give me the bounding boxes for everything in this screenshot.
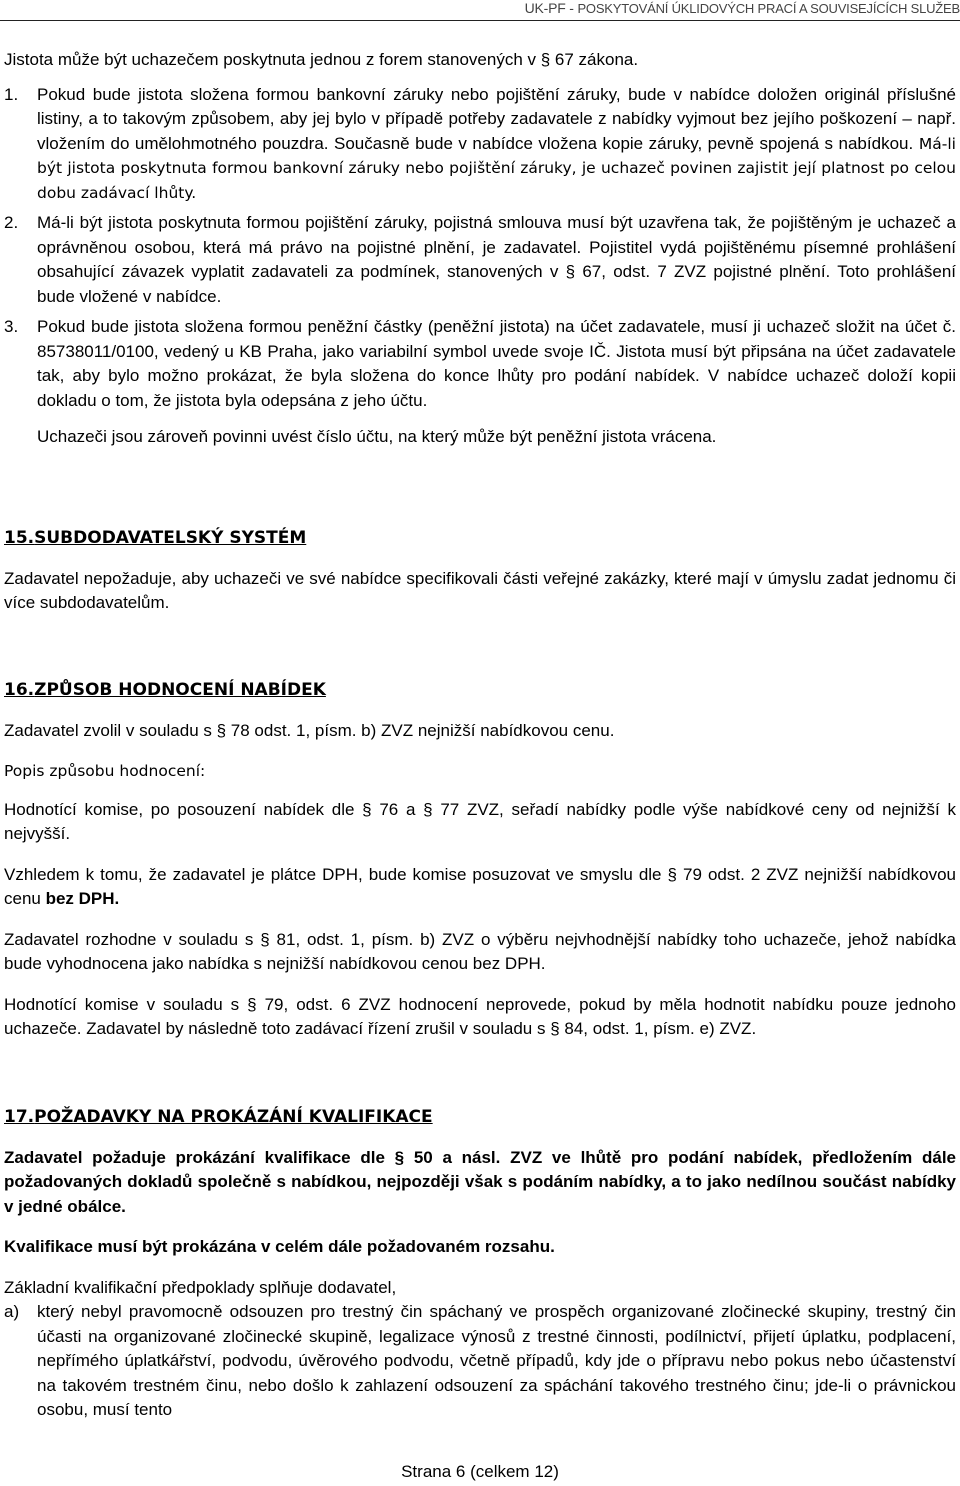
- section-title: SUBDODAVATELSKÝ SYSTÉM: [34, 527, 307, 548]
- intro-paragraph: Jistota může být uchazečem poskytnuta jednou z forem stanovených v § 67 zákona.: [4, 50, 639, 69]
- page-footer: Strana 6 (celkem 12): [401, 1462, 559, 1481]
- section-17-paragraph-3: Základní kvalifikační předpoklady splňuje dodavatel,: [4, 1277, 397, 1297]
- section-16-paragraph-2: Hodnotící komise, po posouzení nabídek dle § 76 a § 77 ZVZ, seřadí nabídky podle výše nabídkové ceny od nejnižší k nejvyšší.: [4, 799, 956, 843]
- section-17-paragraph-1: Zadavatel požaduje prokázání kvalifikace dle § 50 a násl. ZVZ ve lhůtě pro podání nabídek, předložením dále požadovaných dokladů společně s nabídkou, nejpozději však s podáním nabídky, a to jako nedílnou součást nabídky v jedné obálce.: [4, 1147, 956, 1216]
- evaluation-method-label: [4, 759, 956, 784]
- section-title: POŽADAVKY NA PROKÁZÁNÍ KVALIFIKACE: [34, 1106, 433, 1127]
- section-16-paragraph-4: Zadavatel rozhodne v souladu s § 81, odst. 1, písm. b) ZVZ o výběru nejvhodnější nabídky toho uchazeče, jehož nabídka bude vyhodnocena jako nabídka s nejnižší nabídkovou cenou bez DPH.: [4, 929, 956, 973]
- header-rule: [0, 20, 960, 21]
- running-header: [525, 0, 960, 16]
- section-16-paragraph-3: [4, 863, 956, 912]
- section-16-paragraph-5: Hodnotící komise v souladu s § 79, odst. 6 ZVZ hodnocení neprovede, pokud by měla hodnotit nabídku pouze jednoho uchazeče. Zadavatel by následně toto zadávací řízení zrušil v souladu s § 84, odst. 1, písm. e) ZVZ.: [4, 994, 956, 1038]
- section-heading-15: [4, 526, 956, 550]
- list-item: [4, 83, 956, 206]
- paragraph-text: Vzhledem k tomu, že zadavatel je plátce DPH, bude komise posuzovat ve smyslu dle § 79 odst. 2 ZVZ nejnižší nabídkovou cenu: [4, 864, 956, 908]
- section-title: ZPŮSOB HODNOCENÍ NABÍDEK: [34, 679, 326, 700]
- list-item-number: 3.: [4, 317, 19, 336]
- list-item-text: Má-li být jistota poskytnuta formou pojištění záruky, pojistná smlouva musí být uzavřena tak, že pojištěným je uchazeč a oprávněnou osobou, která má právo na pojistné plnění, je zadavatel. Pojistitel vydá pojištěnému písemné prohlášení obsahující závazek vyplatit zadavateli za podmínek, stanovených v § 67, odst. 7 ZVZ pojistné plnění. Toto prohlášení bude vložené v nabídce.: [37, 213, 956, 306]
- list-item: [4, 1300, 956, 1423]
- section-heading-17: [4, 1105, 956, 1129]
- list-item-text: Pokud bude jistota složena formou bankovní záruky nebo pojištění záruky, bude v nabídce doložen originál příslušné listiny, a to takovým způsobem, aby jej bylo v případě potřeby zadavatele z nabídky vyjmout bez jejího poškození – např. vložením do umělohmotného pouzdra. Současně bude v nabídce vložena kopie záruky, pevně spojená s nabídkou.: [37, 84, 956, 153]
- section-number: 15.: [4, 527, 35, 548]
- list-item-text: který nebyl pravomocně odsouzen pro trestný čin spáchaný ve prospěch organizované zločinecké skupiny, trestný čin účasti na organizované zločinecké skupině, legalizace výnosů z trestné činnosti, podílnictví, přijetí úplatku, podplacení, nepřímého úplatkářství, podvodu, úvěrového podvodu, včetně případů, kdy jde o přípravu nebo pokus nebo účastenství na takovém trestném činu, nebo došlo k zahlazení odsouzení za spáchání takového trestného činu; jde-li o právnickou osobu, musí tento: [37, 1302, 956, 1419]
- list-item-text: Pokud bude jistota složena formou peněžní částky (peněžní jistota) na účet zadavatele, musí ji uchazeč složit na účet č. 85738011/0100, vedený u KB Praha, jako variabilní symbol uvede svoje IČ. Jistota musí být připsána na účet zadavatele tak, aby bylo možno prokázat, že byla složena do konce lhůty pro podání nabídek. V nabídce uchazeč doloží kopii dokladu o tom, že jistota byla odepsána z jeho účtu.: [37, 317, 956, 410]
- section-15-paragraph: Zadavatel nepožaduje, aby uchazeči ve své nabídce specifikovali části veřejné zakázky, které mají v úmyslu zadat jednomu či více subdodavatelům.: [4, 568, 956, 612]
- section-number: 16.: [4, 679, 35, 700]
- list-item-text-continued: Má-li být jistota poskytnuta formou bankovní záruky nebo pojištění záruky, je uchazeč povinen zajistit její platnost po celou dobu zadávací lhůty.: [37, 134, 956, 202]
- list-item-number: 1.: [4, 84, 19, 104]
- guarantee-list: [4, 83, 956, 414]
- list-item: [4, 211, 956, 309]
- paragraph-emphasis: bez DPH.: [45, 889, 120, 908]
- section-number: 17.: [4, 1106, 35, 1127]
- header-prefix: UK-PF -: [524, 0, 578, 16]
- section-16-paragraph-1: Zadavatel zvolil v souladu s § 78 odst. 1, písm. b) ZVZ nejnižší nabídkovou cenu.: [4, 720, 615, 740]
- section-heading-16: [4, 678, 956, 702]
- list-item-letter: a): [4, 1302, 20, 1321]
- account-note: Uchazeči jsou zároveň povinni uvést číslo účtu, na který může být peněžní jistota vrácena.: [37, 427, 717, 446]
- list-item-number: 2.: [4, 213, 19, 232]
- header-title: POSKYTOVÁNÍ ÚKLIDOVÝCH PRACÍ A SOUVISEJÍCÍCH SLUŽEB: [577, 1, 960, 16]
- list-item: [4, 315, 956, 413]
- qualification-list: [4, 1300, 956, 1423]
- evaluation-method-label-text: Popis způsobu hodnocení:: [4, 762, 206, 780]
- section-17-paragraph-2: Kvalifikace musí být prokázána v celém dále požadovaném rozsahu.: [4, 1237, 555, 1256]
- document-body: [4, 48, 956, 1423]
